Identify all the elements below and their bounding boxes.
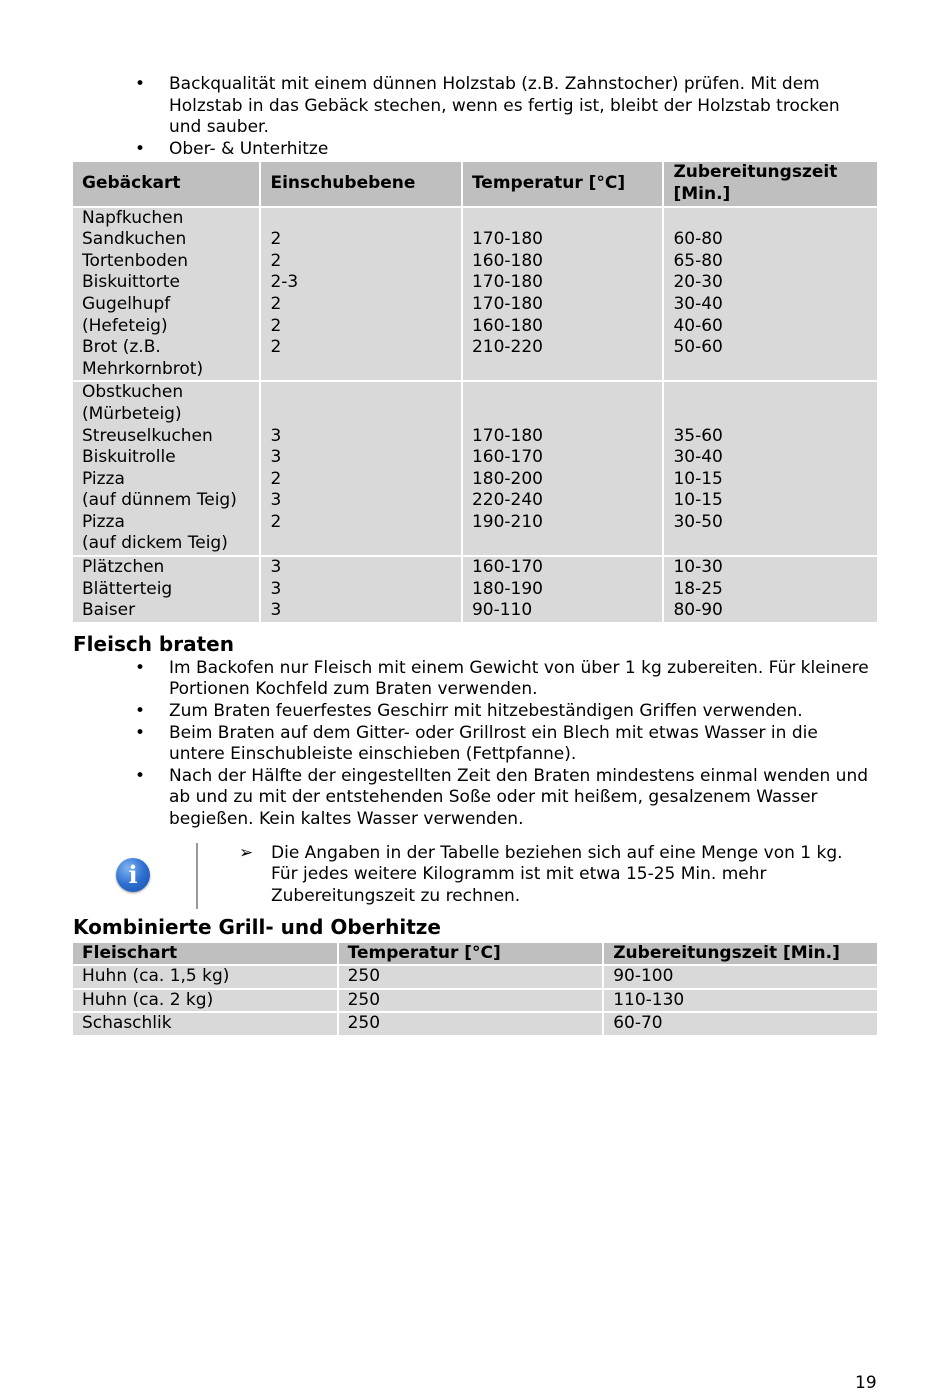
temperature-cell: 250 [339,1013,603,1035]
temperature-cell: 170-180 160-170 180-200 220-240 190-210 [463,382,663,555]
arrow-bullet-icon: ➢ [239,842,254,863]
table-header-row [73,162,877,205]
meat-bullet-list [73,658,877,831]
table-row [73,990,877,1012]
level-cell: 3 3 2 3 2 [261,382,461,555]
pastry-cell: Obstkuchen (Mürbeteig) Streuselkuchen Biskuitrolle Pizza (auf dünnem Teig) Pizza (auf dickem Teig) [73,382,259,555]
column-header: Zubereitungszeit [Min.] [604,943,877,965]
document-page [73,74,877,1037]
table-row [73,1013,877,1035]
time-cell: 10-30 18-25 80-90 [664,557,877,622]
table-header-row [73,943,877,965]
time-cell: 60-80 65-80 20-30 30-40 40-60 50-60 [664,208,877,381]
temperature-cell: 170-180 160-180 170-180 170-180 160-180 210-220 [463,208,663,381]
temperature-cell: 250 [339,990,603,1012]
pastry-cell: Napfkuchen Sandkuchen Tortenboden Biskuittorte Gugelhupf (Hefeteig) Brot (z.B. Mehrkornbrot) [73,208,259,381]
table-row [73,382,877,555]
table-row [73,557,877,622]
table-row [73,208,877,381]
temperature-cell: 160-170 180-190 90-110 [463,557,663,622]
info-note-text: Die Angaben in der Tabelle beziehen sich auf eine Menge von 1 kg. Für jedes weitere Kilogramm ist mit etwa 15-25 Min. mehr Zubereitungszeit zu rechnen. [271,842,843,906]
column-header: Temperatur [°C] [463,162,663,205]
section-title-grill: Kombinierte Grill- und Oberhitze [73,914,441,939]
time-cell: 60-70 [604,1013,877,1035]
meat-cell: Huhn (ca. 2 kg) [73,990,337,1012]
baking-table [71,160,879,623]
pastry-cell: Plätzchen Blätterteig Baiser [73,557,259,622]
meat-bullet: • Im Backofen nur Fleisch mit einem Gewicht von über 1 kg zubereiten. Für kleinere Portionen Kochfeld zum Braten verwenden. [73,658,877,701]
meat-cell: Schaschlik [73,1013,337,1035]
section-title-meat: Fleisch braten [73,631,234,656]
info-divider [196,843,198,909]
column-header: Gebäckart [73,162,259,205]
meat-bullet: • Beim Braten auf dem Gitter- oder Grillrost ein Blech mit etwas Wasser in die untere Einschubleiste einschieben (Fettpfanne). [73,723,877,766]
intro-bullet: • Backqualität mit einem dünnen Holzstab (z.B. Zahnstocher) prüfen. Mit dem Holzstab in das Gebäck stechen, wenn es fertig ist, bleibt der Holzstab trocken und sauber. [73,74,877,139]
column-header: Fleischart [73,943,337,965]
level-cell: 2 2 2-3 2 2 2 [261,208,461,381]
intro-bullet-list [73,74,877,160]
column-header: Temperatur [°C] [339,943,603,965]
meat-cell: Huhn (ca. 1,5 kg) [73,966,337,988]
column-header: Einschubebene [261,162,461,205]
grill-table [71,941,879,1037]
time-cell: 35-60 30-40 10-15 10-15 30-50 [664,382,877,555]
level-cell: 3 3 3 [261,557,461,622]
table-row [73,966,877,988]
time-cell: 110-130 [604,990,877,1012]
info-note-box [73,843,877,909]
meat-bullet: • Zum Braten feuerfestes Geschirr mit hitzebeständigen Griffen verwenden. [73,701,877,723]
time-cell: 90-100 [604,966,877,988]
page-number: 19 [855,1373,877,1393]
temperature-cell: 250 [339,966,603,988]
intro-bullet: • Ober- & Unterhitze [73,139,877,161]
meat-bullet: • Nach der Hälfte der eingestellten Zeit den Braten mindestens einmal wenden und ab und zu mit der entstehenden Soße oder mit heißem, gesalzenem Wasser begießen. Kein kaltes Wasser verwenden. [73,766,877,831]
column-header: Zubereitungszeit [Min.] [664,162,877,205]
info-icon: i [116,858,150,892]
